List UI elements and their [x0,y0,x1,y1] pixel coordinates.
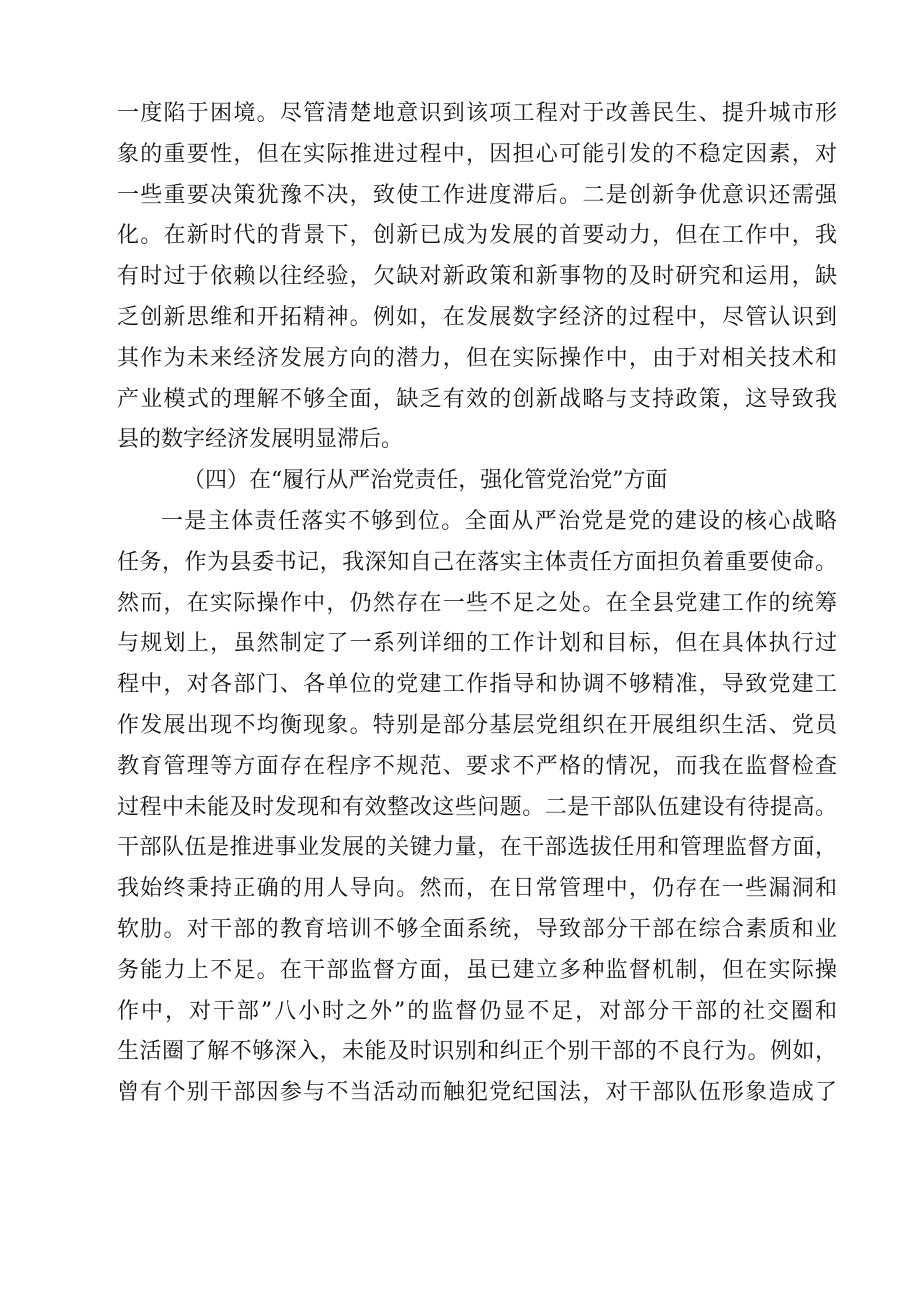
text-line: 一些重要决策犹豫不决，致使工作进度滞后。二是创新争优意识还需强 [117,182,837,208]
text-line: 作发展出现不均衡现象。特别是部分基层党组织在开展组织生活、党员 [117,712,837,738]
text-line: 象的重要性，但在实际推进过程中，因担心可能引发的不稳定因素，对 [117,141,837,167]
text-line: 县的数字经济发展明显滞后。 [117,427,404,453]
text-line: 曾有个别干部因参与不当活动而触犯党纪国法，对干部队伍形象造成了 [117,1080,837,1106]
section-heading: （四）在“履行从严治党责任，强化管党治党”方面 [183,468,668,494]
text-line: 一度陷于困境。尽管清楚地意识到该项工程对于改善民生、提升城市形 [117,101,837,126]
text-line: 化。在新时代的背景下，创新已成为发展的首要动力，但在工作中，我 [117,223,837,249]
text-line: 产业模式的理解不够全面，缺乏有效的创新战略与支持政策，这导致我 [117,386,837,412]
document-body [117,94,837,1114]
text-line: 务能力上不足。在干部监督方面，虽已建立多种监督机制，但在实际操 [117,957,837,983]
text-line: 与规划上，虽然制定了一系列详细的工作计划和目标，但在具体执行过 [117,631,837,657]
text-line: 生活圈了解不够深入，未能及时识别和纠正个别干部的不良行为。例如， [117,1039,837,1065]
text-line: 我始终秉持正确的用人导向。然而，在日常管理中，仍存在一些漏洞和 [117,876,837,902]
text-line: 作中，对干部”八小时之外”的监督仍显不足，对部分干部的社交圈和 [117,998,837,1024]
paragraph-first-line: 一是主体责任落实不够到位。全面从严治党是党的建设的核心战略 [161,508,837,534]
text-line: 软肋。对干部的教育培训不够全面系统，导致部分干部在综合素质和业 [117,916,837,942]
text-line: 乏创新思维和开拓精神。例如，在发展数字经济的过程中，尽管认识到 [117,304,837,330]
text-line: 程中，对各部门、各单位的党建工作指导和协调不够精准，导致党建工 [117,672,837,698]
text-line: 然而，在实际操作中，仍然存在一些不足之处。在全县党建工作的统筹 [117,590,837,616]
text-line: 任务，作为县委书记，我深知自己在落实主体责任方面担负着重要使命。 [117,549,837,575]
text-line: 教育管理等方面存在程序不规范、要求不严格的情况，而我在监督检查 [117,753,837,779]
text-line: 有时过于依赖以往经验，欠缺对新政策和新事物的及时研究和运用，缺 [117,264,837,290]
text-line: 干部队伍是推进事业发展的关键力量，在干部选拔任用和管理监督方面， [117,835,837,861]
text-line: 过程中未能及时发现和有效整改这些问题。二是干部队伍建设有待提高。 [117,794,837,820]
text-line: 其作为未来经济发展方向的潜力，但在实际操作中，由于对相关技术和 [117,345,837,371]
